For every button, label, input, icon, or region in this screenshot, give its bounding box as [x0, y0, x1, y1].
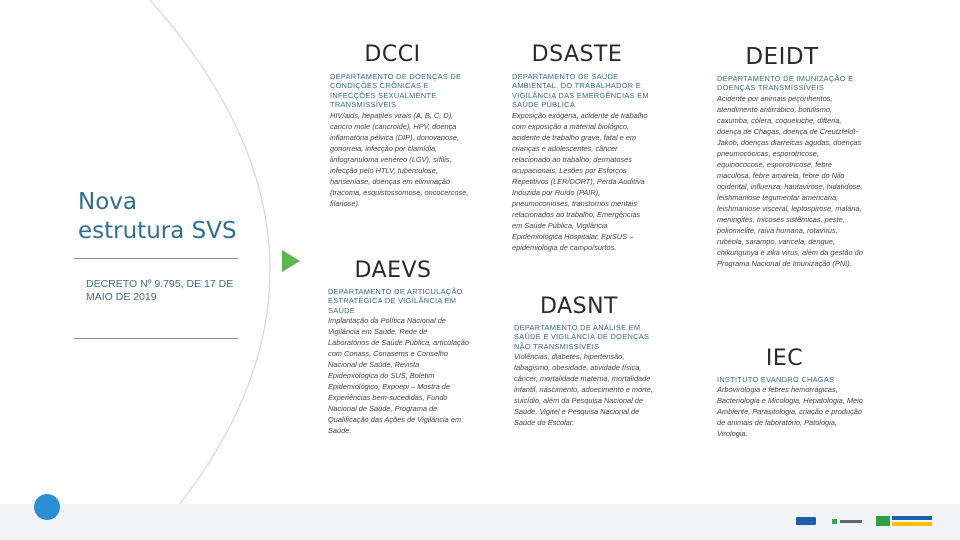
dept-iec	[717, 346, 865, 439]
dept-deidt	[717, 44, 865, 269]
dept-code: DAEVS	[354, 258, 432, 283]
dept-name: DEPARTAMENTO DE SAÚDE AMBIENTAL, DO TRABALHADOR E VIGILÂNCIA DAS EMERGÊNCIAS EM SAÚDE PÚBLICA	[512, 72, 649, 110]
slide-title: Nova estrutura SVS	[78, 189, 237, 244]
sus-logo	[796, 516, 816, 526]
arrow-right-icon	[282, 250, 300, 272]
slide-marker-icon	[34, 494, 60, 520]
dept-name: DEPARTAMENTO DE DOENÇAS DE CONDIÇÕES CRÔNICAS E INFECÇÕES SEXUALMENTE TRANSMISSÍVEIS	[330, 72, 462, 110]
footer-bar	[0, 504, 960, 540]
decree-text: DECRETO Nº 9.795, DE 17 DE MAIO DE 2019	[86, 278, 234, 303]
dept-code: DEIDT	[745, 44, 819, 70]
dept-name: INSTITUTO EVANDRO CHAGAS	[717, 375, 835, 384]
dept-description: Acidente por animais peçonhentos, atendimento antirrábico, botulismo, caxumba, cólera, coqueluche, difteria, doença de Chagas, doença de Creutzfeldt-Jakob, doenças diarreicas agudas, doenças pneumocócicas, esporotricose, equinococose, esporotricose, febre maculosa, febre amarela, febre do Nilo ocidental, influenza, hantavirose, hidatidose, leishmaniose tegumentar americana, leishmaniose visceral, leptospirose, malária, meningites, micoses sistêmicas, peste, poliomielite, raiva humana, rotavírus, rubéola, sarampo, varicela, dengue, chikungunya e zika vírus, além da gestão do Programa Nacional de Imunização (PNI).	[717, 93, 863, 268]
dept-name: DEPARTAMENTO DE ARTICULAÇÃO ESTRATÉGICA DE VIGILÂNCIA EM SAÚDE	[328, 287, 463, 315]
divider-bottom	[74, 338, 238, 339]
dept-code: DCCI	[364, 42, 421, 67]
dept-name: DEPARTAMENTO DE IMUNIZAÇÃO E DOENÇAS TRANSMISSÍVEIS	[717, 74, 854, 93]
dept-code: DASNT	[540, 294, 618, 319]
dept-daevs	[328, 258, 470, 436]
dept-code: IEC	[765, 346, 804, 371]
dept-name: DEPARTAMENTO DE ANÁLISE EM SAÚDE E VIGILÂNCIA DE DOENÇAS NÃO TRANSMISSÍVEIS	[514, 323, 650, 351]
divider-top	[74, 258, 238, 259]
dept-dsaste	[512, 42, 652, 253]
patria-amada-brasil-logo	[876, 514, 932, 528]
dept-description: Exposição exógena, acidente de trabalho com exposição a material biológico, acidente de trabalho grave, fatal e em crianças e adolescentes, câncer relacionado ao trabalho, dermatoses ocupacionais, Lesões por Esforços Repetitivos (LER/DORT), Perda Auditiva Induzida por Ruído (PAIR), pneumoconioses, transtornos mentais relacionados ao trabalho, Emergências em Saúde Pública, Vigilância Epidemiológica Hospitalar, EpiSUS – epidemiologia de campo/surtos.	[512, 110, 648, 252]
dept-code: DSASTE	[531, 42, 623, 67]
dept-description: Arbovirologia e febres hemorrágicas, Bacteriologia e Micologia, Hepatologia, Meio Ambiente, Parasitologia, criação e produção de animais de laboratório, Patologia, Virologia.	[717, 385, 863, 439]
dept-description: Implantação da Política Nacional de Vigilância em Saúde, Rede de Laboratórios de Saúde Pública, articulação com Conass, Conasems e Conselho Nacional de Saúde, Revista Epidemiológica do SUS, Boletim Epidemiológico, Expoepi – Mostra de Experiências bem-sucedidas, Fundo Nacional de Saúde, Programa de Qualificação das Ações de Vigilância em Saúde.	[328, 316, 469, 436]
dept-description: HIV/aids, hepatites virais (A, B, C, D), cancro mole (cancroide), HPV, doença inflamatória pélvica (DIP), donovanose, gonorreia, infecção por clamídia, linfogranuloma venéreo (LGV), sífilis, infecção pelo HTLV, tuberculose, hanseníase, doenças em eliminação (tracoma, esquistossomose, oncocercose, filariose).	[330, 110, 469, 208]
ministerio-saude-logo	[832, 516, 862, 526]
dept-dasnt	[514, 294, 654, 428]
dept-description: Violências, diabetes, hipertensão, tabagismo, obesidade, atividade física, câncer, mortalidade materna, mortalidade infantil, nascimento, adoecimento e morte, suicídio, além da Pesquisa Nacional de Saúde, Vigitel e Pesquisa Nacional de Saúde do Escolar.	[514, 352, 653, 428]
dept-dcci	[330, 42, 470, 209]
